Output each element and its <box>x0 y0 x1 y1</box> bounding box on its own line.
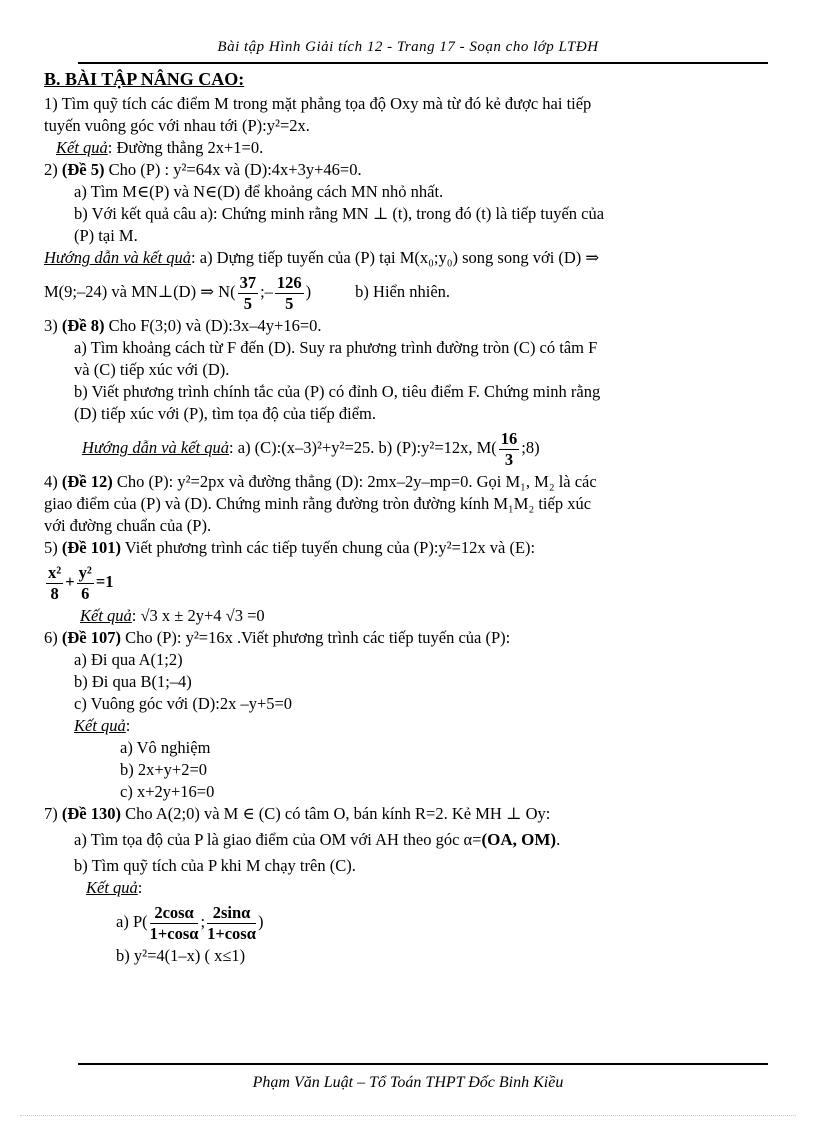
p1-result-label: Kết quả <box>56 138 108 157</box>
p3-statement: 3) (Đề 8) Cho F(3;0) và (D):3x–4y+16=0. <box>44 316 322 335</box>
p7-result-label: Kết quả: <box>86 878 143 897</box>
p7-frac-sin: $\frac{2\sin\alpha}{1+\cos\alpha}$ <box>207 902 256 943</box>
p6-statement: 6) (Đề 107) Cho (P): y²=16x .Viết phương trình các tiếp tuyến của (P): <box>44 628 511 647</box>
p6-a: a) Đi qua A(1;2) <box>74 650 183 669</box>
p7-ra: a) P( $\frac{2\cos\alpha}{1+\cos\alpha}$ ; $\frac{2\sin\alpha}{1+\cos\alpha}$ ) <box>116 902 264 943</box>
p4-line1: 4) (Đề 12) Cho (P): y²=2px và đường thẳng (D): 2mx–2y–mp=0. Gọi M₁, M₂ là các <box>44 472 597 491</box>
p2-b1: b) Với kết quả câu a): Chứng minh rằng MN ⊥ (t), trong đó (t) là tiếp tuyến của <box>74 204 605 223</box>
p7-b: b) Tìm quỹ tích của P khi M chạy trên (C). <box>74 856 356 875</box>
p6-ra: a) Vô nghiệm <box>120 738 211 757</box>
p7-a: a) Tìm tọa độ của P là giao điểm của OM với AH theo góc α=(OA, OM). <box>74 830 561 849</box>
p7-angle-vectors: (OA, OM) <box>481 830 557 849</box>
p2-frac-126-5: $\frac{126}{5}$ <box>276 272 302 313</box>
p6-b: b) Đi qua B(1;–4) <box>74 672 192 691</box>
p2-guide: Hướng dẫn và kết quả: a) Dựng tiếp tuyến của (P) tại M(x₀;y₀) song song với (D) ⇒ <box>44 248 600 267</box>
p5-frac-y2-6: $\frac{\text{y²}}{6}$ <box>78 562 92 603</box>
p2-statement: 2) (Đề 5) Cho (P) : y²=64x và (D):4x+3y+46=0. <box>44 160 362 179</box>
footer-divider <box>78 1063 768 1065</box>
p2-b2: (P) tại M. <box>74 226 138 245</box>
p5-result: Kết quả: √3 x ± 2y+4 √3 =0 <box>80 606 265 625</box>
p5-statement: 5) (Đề 101) Viết phương trình các tiếp tuyến chung của (P):y²=12x và (E): <box>44 538 536 557</box>
p2-frac-37-5: $\frac{37}{5}$ <box>239 272 257 313</box>
p7-statement: 7) (Đề 130) Cho A(2;0) và M ∈ (C) có tâm O, bán kính R=2. Kẻ MH ⊥ Oy: <box>44 804 551 823</box>
p3-b2: (D) tiếp xúc với (P), tìm tọa độ của tiếp điểm. <box>74 404 376 423</box>
section-title: B. BÀI TẬP NÂNG CAO: <box>44 69 245 89</box>
content <box>44 68 768 967</box>
p3-guide: Hướng dẫn và kết quả: a) (C):(x–3)²+y²=25. b) (P):y²=12x, M( $\frac{16}{3}$ ;8) <box>82 428 540 469</box>
p7-frac-cos: $\frac{2\cos\alpha}{1+\cos\alpha}$ <box>149 902 199 943</box>
p1-line1: 1) Tìm quỹ tích các điểm M trong mặt phẳng tọa độ Oxy mà từ đó kẻ được hai tiếp <box>44 94 592 113</box>
p2-guide-line2: M(9;–24) và MN⊥(D) ⇒ N( $\frac{37}{5}$ ;– $\frac{126}{5}$ ) b) Hiển nhiên. <box>44 272 451 313</box>
p4-line3: với đường chuẩn của (P). <box>44 516 212 535</box>
page-header: Bài tập Hình Giải tích 12 - Trang 17 - Soạn cho lớp LTĐH <box>217 39 599 55</box>
p6-rc: c) x+2y+16=0 <box>120 782 215 801</box>
p3-a2: và (C) tiếp xúc với (D). <box>74 360 230 379</box>
p3-frac-16-3: $\frac{16}{3}$ <box>500 428 518 469</box>
p1-result: Kết quả: Đường thẳng 2x+1=0. <box>56 138 264 157</box>
p3-b1: b) Viết phương trình chính tắc của (P) có đỉnh O, tiêu điểm F. Chứng minh rằng <box>74 382 601 401</box>
p4-line2: giao điểm của (P) và (D). Chứng minh rằng đường tròn đường kính M₁M₂ tiếp xúc <box>44 494 592 513</box>
p6-c: c) Vuông góc với (D):2x –y+5=0 <box>74 694 293 713</box>
p6-rb: b) 2x+y+2=0 <box>120 760 208 779</box>
p3-a1: a) Tìm khoảng cách từ F đến (D). Suy ra phương trình đường tròn (C) có tâm F <box>74 338 598 357</box>
p2-guide-label: Hướng dẫn và kết quả <box>44 248 192 267</box>
page-edge-dotted-line <box>20 1115 796 1116</box>
header-divider <box>78 62 768 64</box>
p5-ellipse-equation: $\frac{\text{x²}}{8}$ + $\frac{\text{y²}}{6}$ =1 <box>48 562 114 603</box>
p6-result-label: Kết quả: <box>74 716 131 735</box>
p3-guide-label: Hướng dẫn và kết quả <box>82 438 230 457</box>
p5-result-label: Kết quả <box>80 606 132 625</box>
p5-frac-x2-8: $\frac{\text{x²}}{8}$ <box>48 562 62 603</box>
page-footer: Phạm Văn Luật – Tổ Toán THPT Đốc Binh Kiều <box>252 1074 564 1091</box>
p2-a: a) Tìm M∈(P) và N∈(D) để khoảng cách MN nhỏ nhất. <box>74 182 444 201</box>
p1-line2: tuyến vuông góc với nhau tới (P):y²=2x. <box>44 116 310 135</box>
p7-rb: b) y²=4(1–x) ( x≤1) <box>116 946 246 965</box>
